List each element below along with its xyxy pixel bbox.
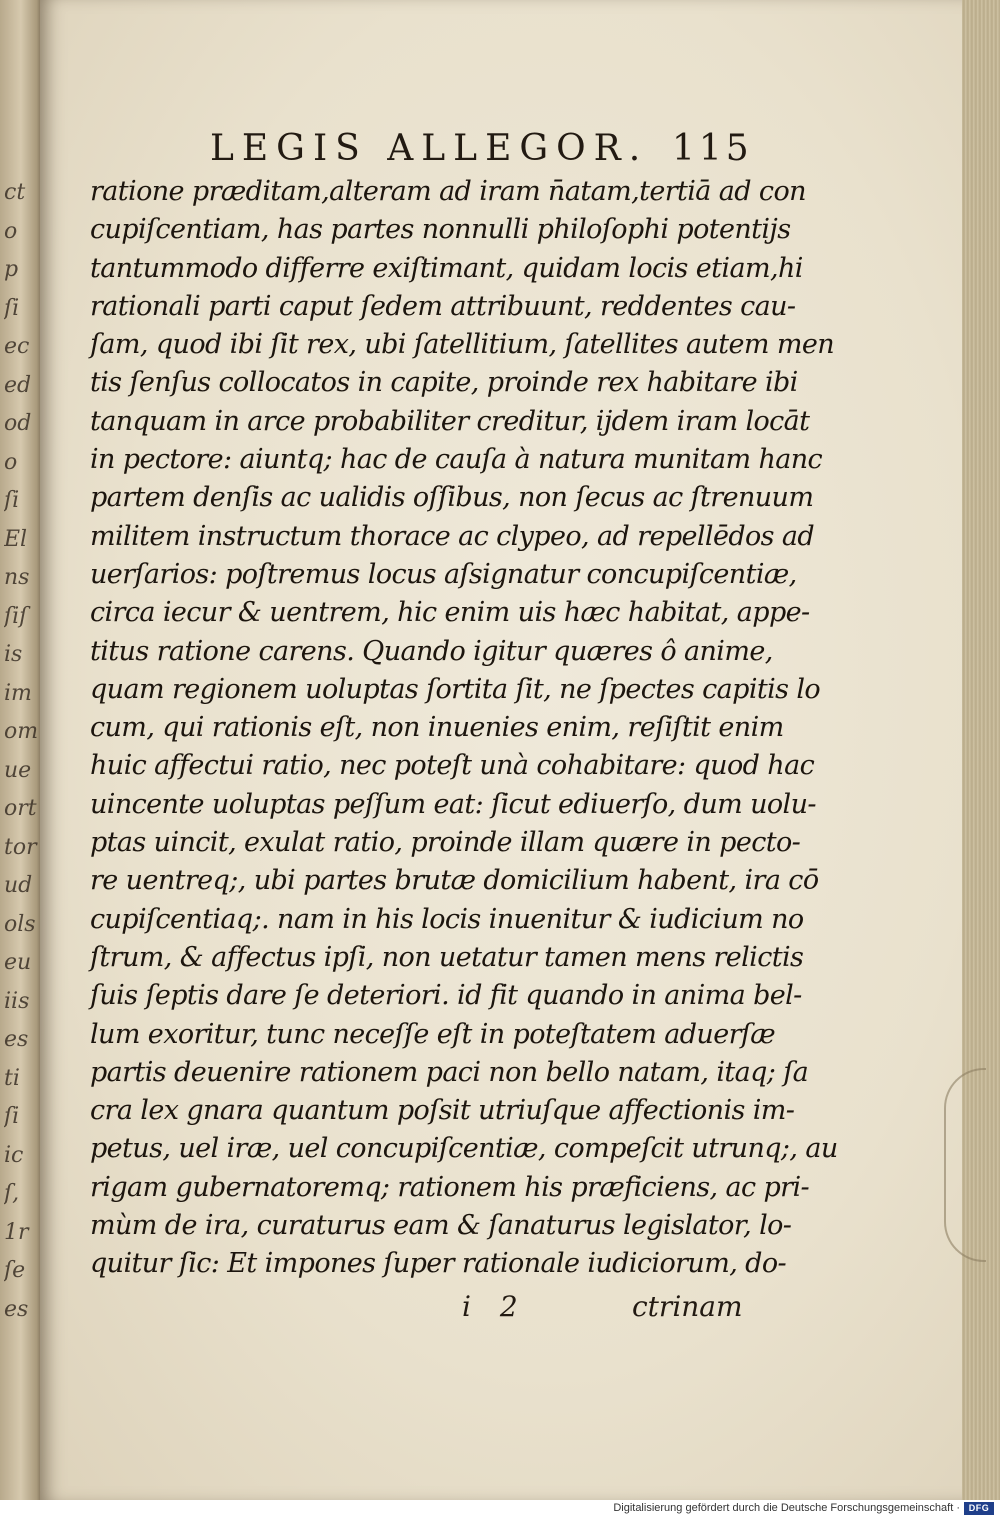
text-line: tanquam in arce probabiliter creditur, ijdem iram locāt xyxy=(90,405,810,437)
text-line: re uentreq;, ubi partes brutæ domicilium habent, ira cō xyxy=(90,865,819,897)
text-line: circa iecur & uentrem, hic enim uis hæc habitat, appe- xyxy=(90,597,810,629)
facing-page-fragment: ti xyxy=(4,1065,20,1091)
facing-page-fragment: ſiſ xyxy=(4,603,28,629)
text-line: cupiſcentiam, has partes nonnulli philoſophi potentijs xyxy=(90,214,791,246)
text-line: titus ratione carens. Quando igitur quæres ô anime, xyxy=(90,635,773,667)
text-line: uincente uoluptas peſſum eat: ſicut ediuerſo, dum uolu- xyxy=(90,788,816,820)
text-line: in pectore: aiuntq; hac de cauſa à natura munitam hanc xyxy=(90,444,823,476)
facing-page-fragment: o xyxy=(4,449,18,475)
footer-bar xyxy=(0,1500,1000,1518)
facing-page-fragment: ns xyxy=(4,565,30,590)
funding-credit: Digitalisierung gefördert durch die Deutsche Forschungsgemeinschaft · xyxy=(613,1502,960,1514)
facing-page-fragment: ud xyxy=(4,873,33,898)
text-line: ſuis ſeptis dare ſe deteriori. id fit quando in anima bel- xyxy=(90,980,802,1012)
facing-page-fragment: iis xyxy=(4,988,30,1014)
running-head: LEGIS ALLEGOR. xyxy=(210,128,649,169)
text-line: ſtrum, & affectus ipſi, non uetatur tamen mens relictis xyxy=(90,941,804,973)
clasp-mark xyxy=(944,1068,986,1262)
facing-page-fragment: is xyxy=(4,642,23,667)
signature-mark: i 2 xyxy=(462,1290,528,1323)
catchword: ctrinam xyxy=(632,1290,743,1323)
facing-page-fragment: ic xyxy=(4,1142,24,1168)
dfg-logo: DFG xyxy=(964,1502,994,1515)
facing-page-fragment: ort xyxy=(4,796,37,821)
facing-page-fragment: od xyxy=(4,411,32,436)
book-block-edge xyxy=(962,0,1000,1500)
facing-page-fragment: ſi xyxy=(4,295,20,321)
facing-page-fragment: tor xyxy=(4,834,37,860)
facing-page-fragment: es xyxy=(4,1027,29,1052)
text-line: ratione præditam,alteram ad iram n̄atam,tertiā ad con xyxy=(90,176,806,207)
text-line: quam regionem uoluptas ſortita ſit, ne ſpectes capitis lo xyxy=(90,673,821,705)
facing-page-fragment: ſi xyxy=(4,488,20,513)
facing-page-fragment: ue xyxy=(4,757,32,783)
facing-page-fragment: ſi xyxy=(4,1104,20,1129)
facing-page-fragment: im xyxy=(4,680,32,706)
facing-page-fragment: ed xyxy=(4,372,32,398)
facing-page-fragment: ec xyxy=(4,334,30,359)
text-line: tis ſenſus collocatos in capite, proinde rex habitare ibi xyxy=(90,367,798,399)
text-line: rationali parti caput ſedem attribuunt, reddentes cau- xyxy=(90,290,796,322)
text-line: tantummodo differre exiſtimant, quidam locis etiam,hi xyxy=(90,252,803,284)
text-line: partis deuenire rationem paci non bello natam, itaq; ſa xyxy=(90,1056,809,1088)
text-line: huic affectui ratio, nec poteſt unà cohabitare: quod hac xyxy=(90,750,815,782)
text-line: lum exoritur, tunc neceſſe eſt in poteſtatem aduerſæ xyxy=(90,1018,776,1050)
facing-page-fragment: ſe xyxy=(4,1258,26,1283)
text-line: cupiſcentiaq;. nam in his locis inuenitur & iudicium no xyxy=(90,903,804,935)
text-line: mùm de ira, curaturus eam & ſanaturus legislator, lo- xyxy=(90,1210,792,1242)
facing-page-fragment: ſ, xyxy=(4,1181,20,1206)
facing-page-fragment: eu xyxy=(4,950,32,975)
text-line: rigam gubernatoremq; rationem his præficiens, ac pri- xyxy=(90,1171,810,1203)
facing-page-fragment: o xyxy=(4,218,18,244)
facing-page-fragment: p xyxy=(4,257,19,282)
text-line: petus, uel iræ, uel concupiſcentiæ, compeſcit utrunq;, au xyxy=(90,1133,838,1165)
facing-page-fragment: ols xyxy=(4,911,36,937)
text-line: partem denſis ac ualidis oſſibus, non ſecus ac ſtrenuum xyxy=(90,482,814,514)
facing-page-fragment: El xyxy=(4,526,28,552)
facing-page-fragment: om xyxy=(4,719,39,744)
text-line: quitur ſic: Et impones ſuper rationale iudiciorum, do- xyxy=(90,1248,787,1280)
text-line: ſam, quod ibi ſit rex, ubi ſatellitium, ſatellites autem men xyxy=(90,329,835,361)
facing-page-fragment: ct xyxy=(4,180,26,205)
facing-page-fragment: 1r xyxy=(4,1219,29,1245)
text-line: uerſarios: poſtremus locus aſsignatur concupiſcentiæ, xyxy=(90,558,797,590)
text-line: ptas uincit, exulat ratio, proinde illam quære in pecto- xyxy=(90,827,801,859)
text-line: militem instructum thorace ac clypeo, ad repellēdos ad xyxy=(90,520,815,552)
page-number: 115 xyxy=(672,128,753,169)
text-line: cra lex gnara quantum poſsit utriuſque affectionis im- xyxy=(90,1095,795,1127)
body-text xyxy=(90,173,838,1284)
facing-page-fragment: es xyxy=(4,1296,29,1322)
text-line: cum, qui rationis eſt, non inuenies enim, reſiſtit enim xyxy=(90,712,784,744)
